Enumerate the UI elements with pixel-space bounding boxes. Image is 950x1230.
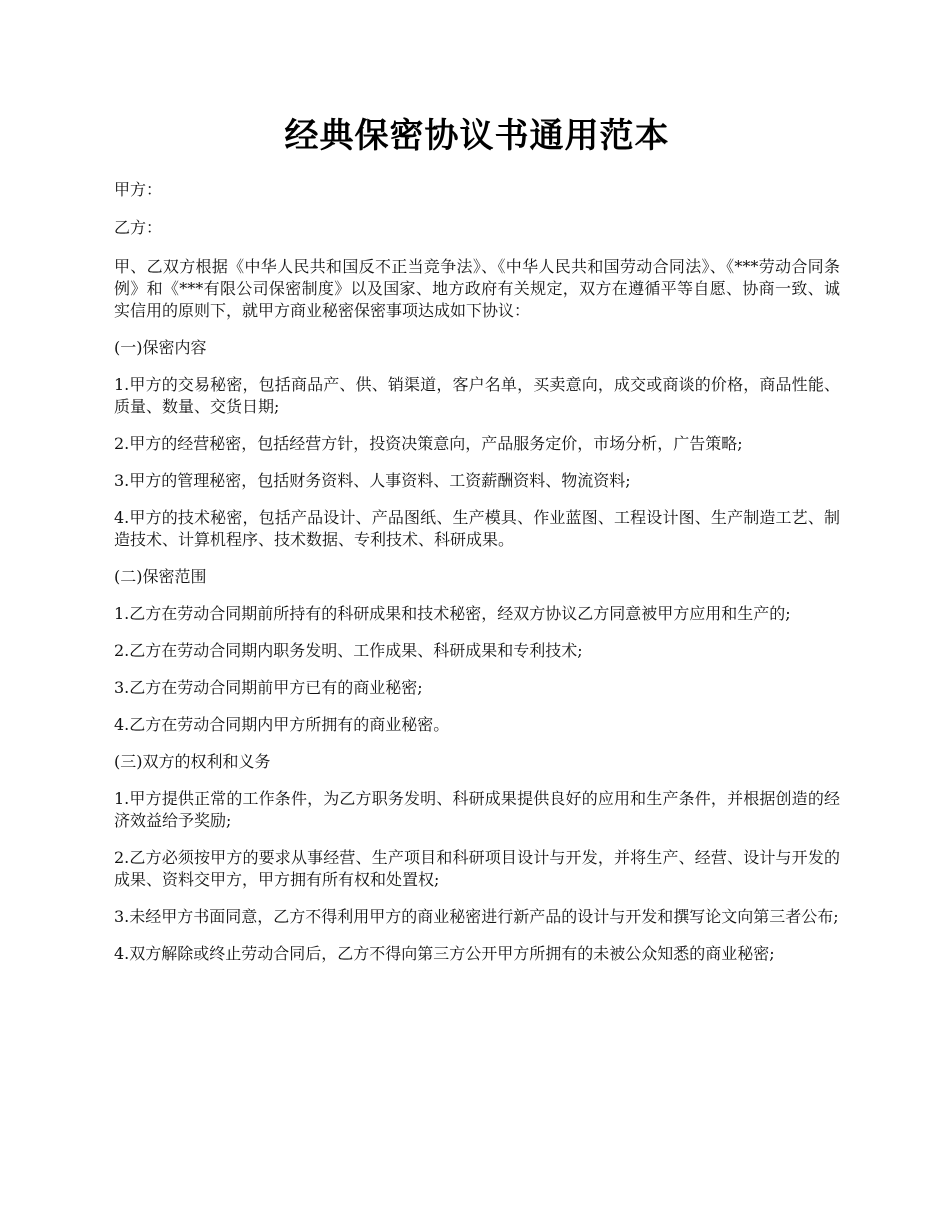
section-item: 4.乙方在劳动合同期内甲方所拥有的商业秘密。	[114, 715, 450, 734]
party-b-label: 乙方：	[114, 218, 163, 237]
section-item: 2.甲方的经营秘密，包括经营方针，投资决策意向，产品服务定价，市场分析，广告策略;	[114, 434, 743, 453]
document-page	[114, 108, 840, 965]
document-title: 经典保密协议书通用范本	[284, 116, 670, 156]
section-item: 2.乙方在劳动合同期内职务发明、工作成果、科研成果和专利技术;	[114, 641, 583, 660]
party-a-label: 甲方：	[114, 180, 163, 199]
section-item: 1.甲方提供正常的工作条件，为乙方职务发明、科研成果提供良好的应用和生产条件，并根据创造的经济效益给予奖励;	[114, 789, 840, 830]
section-heading-content: (一)保密内容	[114, 338, 207, 357]
section-item: 3.乙方在劳动合同期前甲方已有的商业秘密;	[114, 678, 423, 697]
intro-paragraph: 甲、乙双方根据《中华人民共和国反不正当竞争法》、《中华人民共和国劳动合同法》、《***劳动合同条例》和《***有限公司保密制度》以及国家、地方政府有关规定，双方在遵循平等自愿、协商一致、诚实信用的原则下，就甲方商业秘密保密事项达成如下协议：	[114, 257, 840, 320]
section-item: 1.乙方在劳动合同期前所持有的科研成果和技术秘密，经双方协议乙方同意被甲方应用和生产的;	[114, 604, 791, 623]
section-item: 3.未经甲方书面同意，乙方不得利用甲方的商业秘密进行新产品的设计与开发和撰写论文向第三者公布;	[114, 907, 839, 926]
section-heading-rights: (三)双方的权利和义务	[114, 752, 271, 771]
section-item: 4.双方解除或终止劳动合同后，乙方不得向第三方公开甲方所拥有的未被公众知悉的商业秘密;	[114, 944, 775, 963]
section-item: 4.甲方的技术秘密，包括产品设计、产品图纸、生产模具、作业蓝图、工程设计图、生产制造工艺、制造技术、计算机程序、技术数据、专利技术、科研成果。	[114, 508, 840, 549]
section-heading-scope: (二)保密范围	[114, 567, 207, 586]
section-item: 1.甲方的交易秘密，包括商品产、供、销渠道，客户名单，买卖意向，成交或商谈的价格，商品性能、质量、数量、交货日期;	[114, 375, 840, 416]
section-item: 3.甲方的管理秘密，包括财务资料、人事资料、工资薪酬资料、物流资料;	[114, 471, 631, 490]
section-item: 2.乙方必须按甲方的要求从事经营、生产项目和科研项目设计与开发，并将生产、经营、设计与开发的成果、资料交甲方，甲方拥有所有权和处置权;	[114, 848, 840, 889]
